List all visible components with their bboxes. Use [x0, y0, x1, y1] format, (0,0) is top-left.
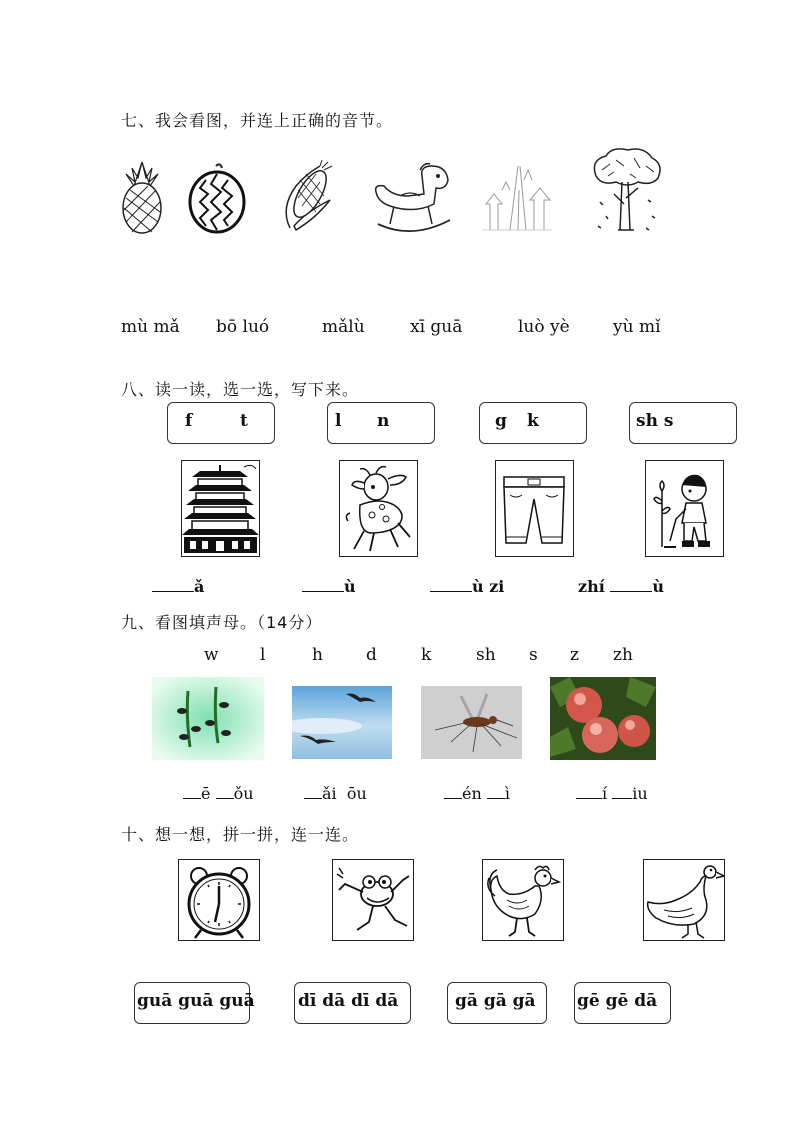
blank-group-2 [304, 784, 367, 803]
initial-blank[interactable] [487, 784, 505, 799]
section7-title: 七、我会看图，并连上正确的音节。 [121, 111, 394, 130]
answer-row-2 [302, 577, 356, 596]
sound-box-ge-da [574, 982, 671, 1024]
answer-blank[interactable] [430, 577, 472, 592]
boy-planting-image [645, 460, 724, 557]
rocking-horse-icon [370, 162, 454, 234]
pomegranates-image [550, 677, 656, 760]
sound-box-gua [134, 982, 255, 1024]
choice-g: g [495, 411, 507, 431]
final-iu: iu [632, 784, 648, 803]
frog-image [332, 859, 414, 941]
trousers-image [495, 460, 574, 557]
syllable-bo-luo: bō luó [216, 317, 270, 337]
sound-di-da: dī dā dī dā [298, 991, 399, 1011]
watermelon-icon [186, 162, 248, 236]
sound-ge-da: gē gē dā [577, 991, 658, 1011]
final-i-2: í [602, 784, 608, 803]
choice-l: l [335, 411, 342, 431]
sound-box-di-da [294, 982, 411, 1024]
seagulls-image [292, 686, 392, 759]
choice-k: k [527, 411, 539, 431]
sound-ga: gā gā gā [455, 991, 536, 1011]
letter-l: l [260, 645, 266, 665]
choice-sh-s: sh s [636, 411, 674, 431]
syllable-ma-lu: mǎlù [322, 317, 365, 337]
initial-blank[interactable] [183, 784, 201, 799]
rooster-image [482, 859, 564, 941]
boy-planting-icon [646, 461, 723, 556]
syllable-mu-ma: mù mǎ [121, 317, 180, 337]
pineapple-icon [118, 160, 166, 236]
final-en: én [462, 784, 482, 803]
letter-z: z [570, 645, 579, 665]
choice-box-f-t [167, 402, 275, 444]
deer-icon [340, 461, 417, 556]
letter-h: h [312, 645, 323, 665]
syllable-xi-gua: xī guā [410, 317, 463, 337]
final-i: ì [504, 784, 510, 803]
section10-title: 十、想一想，拼一拼，连一连。 [121, 825, 360, 844]
answer-row-4 [578, 577, 664, 596]
deer-image [339, 460, 418, 557]
choice-f: f [185, 411, 193, 431]
goose-image [643, 859, 725, 941]
final-ou: ǒu [233, 784, 254, 803]
section9-title: 九、看图填声母。（14分） [121, 613, 323, 632]
alarm-clock-icon [179, 860, 259, 940]
answer-row-1 [152, 577, 204, 596]
answer-blank[interactable] [302, 577, 344, 592]
mosquito-image [421, 686, 522, 759]
letter-w: w [204, 645, 219, 665]
final-ai: ǎi [322, 784, 337, 803]
blank-group-1 [183, 784, 254, 803]
choice-box-sh-s [629, 402, 737, 444]
answer-final-u: ù [344, 577, 356, 596]
trousers-icon [496, 461, 573, 556]
answer-prefix-zhi: zhí [578, 577, 605, 596]
answer-final-a: ǎ [194, 577, 205, 596]
section8-title: 八、读一读，选一选，写下来。 [121, 380, 360, 399]
letter-d: d [366, 645, 377, 665]
initial-blank[interactable] [216, 784, 234, 799]
final-e: ē [201, 784, 211, 803]
pagoda-image [181, 460, 260, 557]
choice-n: n [377, 411, 390, 431]
alarm-clock-image [178, 859, 260, 941]
road-buildings-icon [480, 160, 554, 234]
answer-blank[interactable] [610, 577, 652, 592]
goose-icon [644, 860, 724, 940]
answer-blank[interactable] [152, 577, 194, 592]
initial-blank[interactable] [304, 784, 322, 799]
syllable-luo-ye: luò yè [518, 317, 570, 337]
initial-blank[interactable] [576, 784, 602, 799]
corn-icon [276, 160, 340, 234]
pagoda-icon [182, 461, 259, 556]
choice-box-g-k [479, 402, 587, 444]
letter-k: k [421, 645, 432, 665]
sound-gua: guā guā guā [137, 991, 255, 1011]
tadpoles-image [152, 677, 264, 760]
letter-s: s [529, 645, 538, 665]
answer-final-u-2: ù [652, 577, 665, 596]
frog-icon [333, 860, 413, 940]
sound-box-ga [447, 982, 547, 1024]
rooster-icon [483, 860, 563, 940]
letter-sh: sh [476, 645, 496, 665]
blank-group-3 [444, 784, 510, 803]
choice-box-l-n [327, 402, 435, 444]
tree-icon [590, 146, 664, 238]
syllable-yu-mi: yù mǐ [613, 317, 661, 337]
blank-group-4 [576, 784, 648, 803]
choice-t: t [240, 411, 248, 431]
initial-blank[interactable] [444, 784, 462, 799]
answer-row-3 [430, 577, 504, 596]
initial-blank[interactable] [612, 784, 632, 799]
letter-zh: zh [613, 645, 633, 665]
final-ou-2: ōu [346, 784, 367, 803]
answer-final-uzi: ù zi [472, 577, 505, 596]
